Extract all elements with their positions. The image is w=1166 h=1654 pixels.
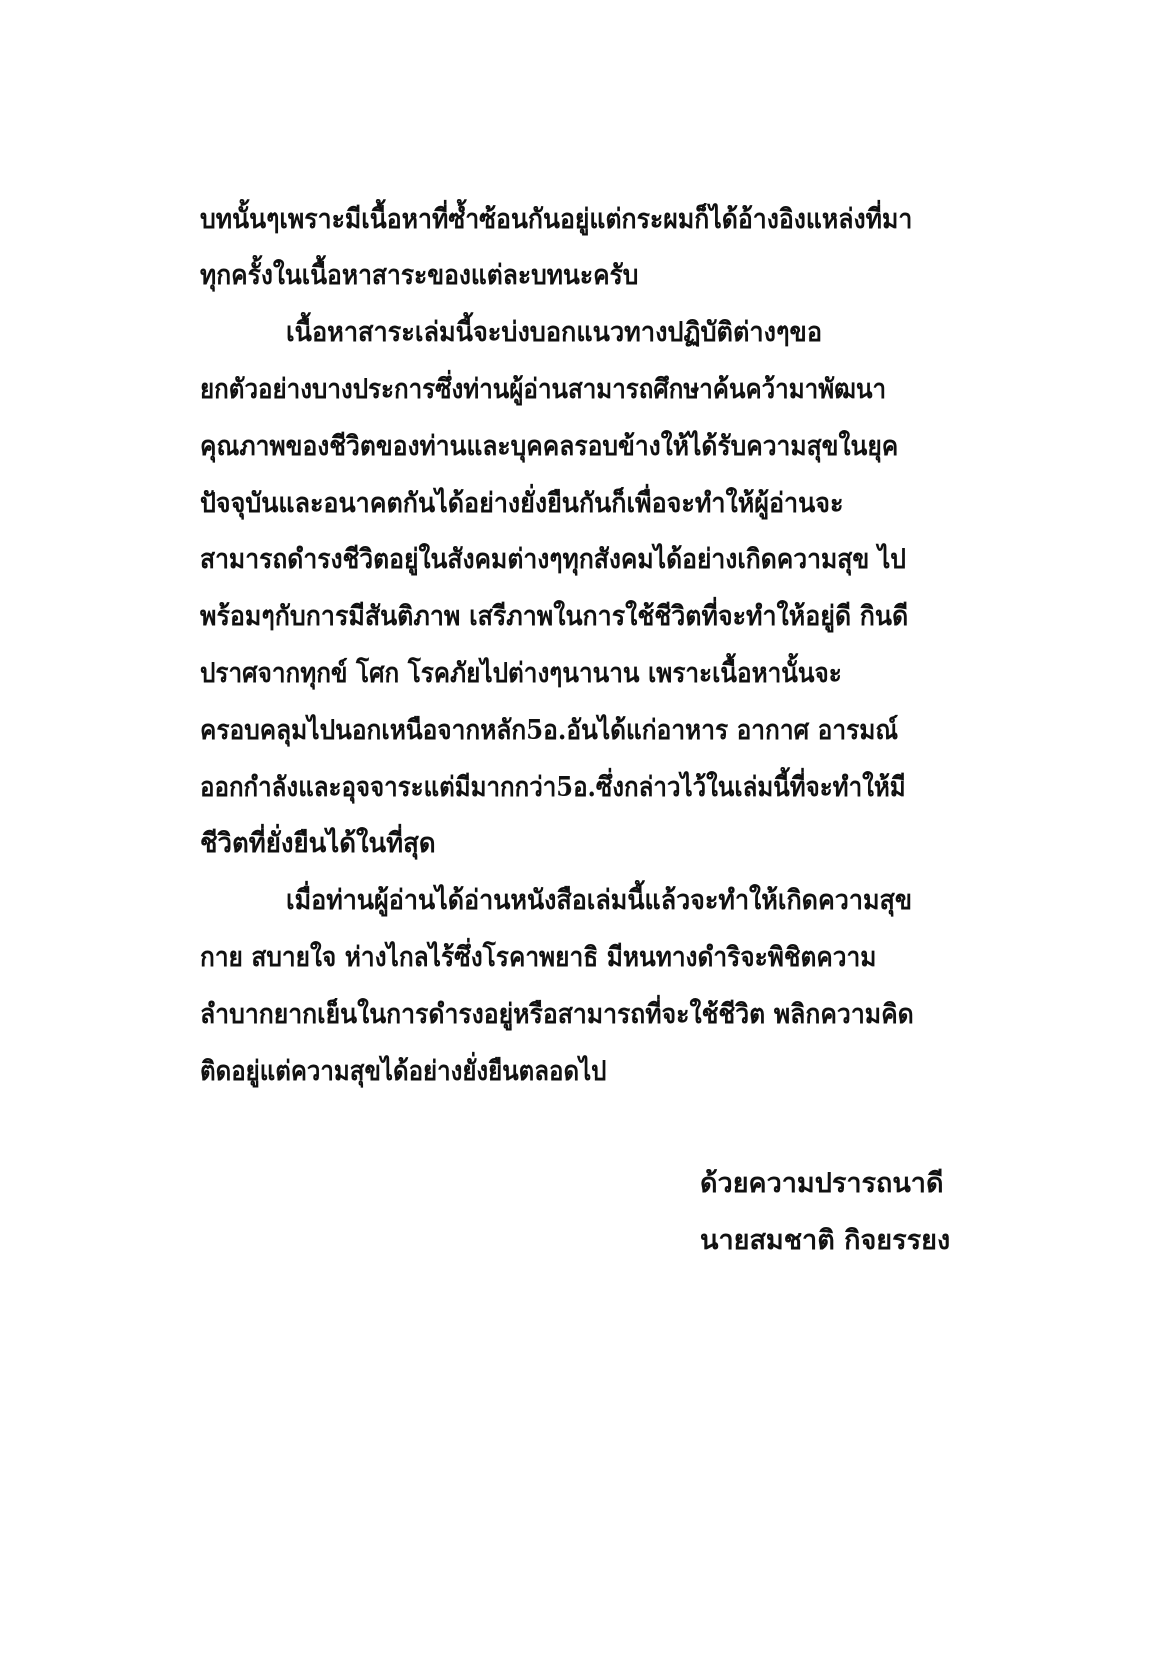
paragraph-line: ยกตัวอย่างบางประการซึ่งท่านผู้อ่านสามารถศึกษาค้นคว้ามาพัฒนา: [200, 374, 887, 405]
paragraph-line: คุณภาพของชีวิตของท่านและบุคคลรอบข้างให้ได้รับความสุขในยุค: [200, 431, 899, 462]
author-name: นายสมชาติ กิจยรรยง: [700, 1225, 951, 1256]
paragraph-line: ปราศจากทุกข์ โศก โรคภัยไปต่างๆนานาน เพราะเนื้อหานั้นจะ: [200, 658, 842, 689]
paragraph-line: เมื่อท่านผู้อ่านได้อ่านหนังสือเล่มนี้แล้วจะทำให้เกิดความสุข: [286, 885, 913, 916]
paragraph-line: ทุกครั้งในเนื้อหาสาระของแต่ละบทนะครับ: [200, 260, 639, 291]
paragraph-line: ปัจจุบันและอนาคตกันได้อย่างยั่งยืนกันก็เพื่อจะทำให้ผู้อ่านจะ: [200, 488, 844, 519]
paragraph-line: เนื้อหาสาระเล่มนี้จะบ่งบอกแนวทางปฏิบัติต่างๆขอ: [286, 317, 823, 348]
closing-salutation: ด้วยความปรารถนาดี: [700, 1168, 944, 1199]
paragraph-line: ติดอยู่แต่ความสุขได้อย่างยั่งยืนตลอดไป: [200, 1056, 607, 1087]
paragraph-line: ชีวิตที่ยั่งยืนได้ในที่สุด: [200, 828, 436, 859]
paragraph-line: ออกกำลังและอุจจาระแต่มีมากกว่า5อ.ซึ่งกล่าวไว้ในเล่มนี้ที่จะทำให้มี: [200, 772, 906, 803]
paragraph-line: สามารถดำรงชีวิตอยู่ในสังคมต่างๆทุกสังคมได้อย่างเกิดความสุข ไป: [200, 544, 906, 575]
paragraph-line: กาย สบายใจ ห่างไกลไร้ซึ่งโรคาพยาธิ มีหนทางดำริจะพิชิตความ: [200, 942, 877, 973]
paragraph-line: ลำบากยากเย็นในการดำรงอยู่หรือสามารถที่จะใช้ชีวิต พลิกความคิด: [200, 999, 914, 1030]
paragraph-line: พร้อมๆกับการมีสันติภาพ เสรีภาพในการใช้ชีวิตที่จะทำให้อยู่ดี กินดี: [200, 601, 909, 632]
paragraph-line: ครอบคลุมไปนอกเหนือจากหลัก5อ.อันได้แก่อาหาร อากาศ อารมณ์: [200, 715, 899, 746]
paragraph-line: บทนั้นๆเพราะมีเนื้อหาที่ซ้ำซ้อนกันอยู่แต่กระผมก็ได้อ้างอิงแหล่งที่มา: [200, 204, 913, 235]
